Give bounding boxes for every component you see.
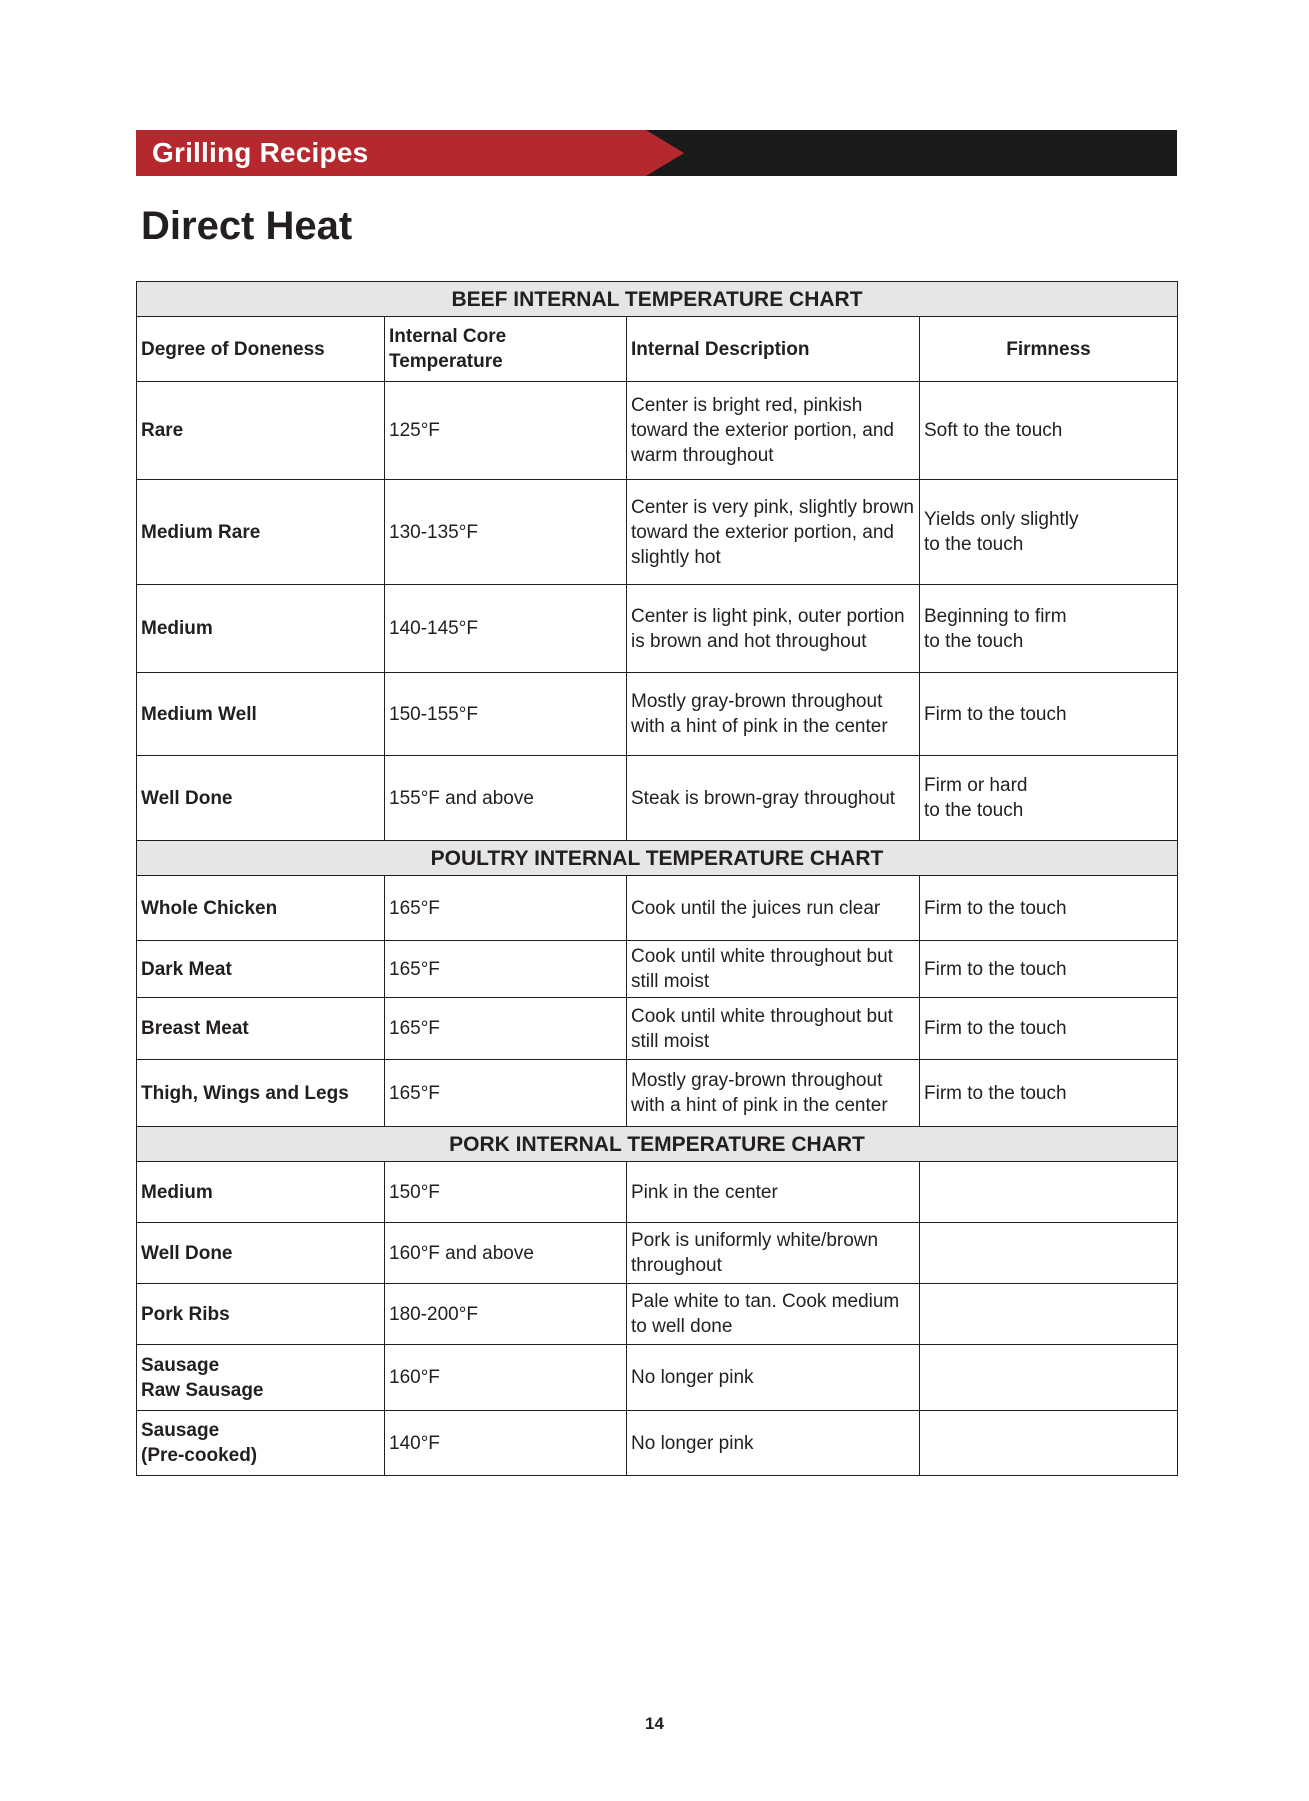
- temperature-cell: 140-145°F: [385, 585, 627, 673]
- table-row: [137, 480, 1178, 585]
- firmness-cell: Firm to the touch: [920, 941, 1178, 998]
- table-row: [137, 585, 1178, 673]
- banner-arrow-shape: [646, 130, 684, 176]
- doneness-cell: Medium Well: [137, 673, 385, 756]
- table-row: [137, 941, 1178, 998]
- description-cell: No longer pink: [627, 1411, 920, 1476]
- firmness-cell: [920, 1345, 1178, 1411]
- table-row: [137, 1284, 1178, 1345]
- description-cell: Pale white to tan. Cook medium to well done: [627, 1284, 920, 1345]
- doneness-cell: Medium: [137, 1162, 385, 1223]
- description-cell: Mostly gray-brown throughout with a hint of pink in the center: [627, 1060, 920, 1127]
- column-header-temperature: Internal Core Temperature: [385, 317, 627, 382]
- section-title-row: [137, 1127, 1178, 1162]
- temperature-table: [136, 281, 1178, 1476]
- firmness-cell: Firm to the touch: [920, 1060, 1178, 1127]
- description-cell: Cook until the juices run clear: [627, 876, 920, 941]
- column-header-row: [137, 317, 1178, 382]
- temperature-cell: 165°F: [385, 941, 627, 998]
- temperature-cell: 140°F: [385, 1411, 627, 1476]
- firmness-cell: Firm to the touch: [920, 876, 1178, 941]
- doneness-cell: Pork Ribs: [137, 1284, 385, 1345]
- temperature-cell: 155°F and above: [385, 756, 627, 841]
- temperature-cell: 130-135°F: [385, 480, 627, 585]
- section-banner: [136, 130, 1177, 176]
- firmness-cell: Beginning to firm to the touch: [920, 585, 1178, 673]
- temperature-cell: 165°F: [385, 876, 627, 941]
- column-header-description: Internal Description: [627, 317, 920, 382]
- banner-title: Grilling Recipes: [152, 137, 369, 168]
- temperature-cell: 150-155°F: [385, 673, 627, 756]
- table-row: [137, 998, 1178, 1060]
- firmness-cell: [920, 1162, 1178, 1223]
- firmness-cell: Firm to the touch: [920, 673, 1178, 756]
- doneness-cell: Breast Meat: [137, 998, 385, 1060]
- table-row: [137, 1223, 1178, 1284]
- temperature-cell: 160°F: [385, 1345, 627, 1411]
- firmness-cell: [920, 1284, 1178, 1345]
- description-cell: Mostly gray-brown throughout with a hint of pink in the center: [627, 673, 920, 756]
- section-title-row: [137, 841, 1178, 876]
- firmness-cell: [920, 1411, 1178, 1476]
- doneness-cell: Well Done: [137, 1223, 385, 1284]
- table-row: [137, 1060, 1178, 1127]
- column-header-firmness: Firmness: [920, 317, 1178, 382]
- temperature-cell: 150°F: [385, 1162, 627, 1223]
- table-row: [137, 1162, 1178, 1223]
- section-title: PORK INTERNAL TEMPERATURE CHART: [137, 1127, 1178, 1162]
- temperature-table-body: [137, 282, 1178, 1476]
- description-cell: Cook until white throughout but still moist: [627, 941, 920, 998]
- temperature-cell: 165°F: [385, 1060, 627, 1127]
- doneness-cell: Sausage (Pre-cooked): [137, 1411, 385, 1476]
- table-row: [137, 673, 1178, 756]
- temperature-cell: 180-200°F: [385, 1284, 627, 1345]
- column-header-doneness: Degree of Doneness: [137, 317, 385, 382]
- section-title-row: [137, 282, 1178, 317]
- firmness-cell: Soft to the touch: [920, 382, 1178, 480]
- doneness-cell: Medium Rare: [137, 480, 385, 585]
- description-cell: Center is light pink, outer portion is brown and hot throughout: [627, 585, 920, 673]
- temperature-cell: 160°F and above: [385, 1223, 627, 1284]
- temperature-cell: 165°F: [385, 998, 627, 1060]
- description-cell: Pork is uniformly white/brown throughout: [627, 1223, 920, 1284]
- firmness-cell: Yields only slightly to the touch: [920, 480, 1178, 585]
- firmness-cell: [920, 1223, 1178, 1284]
- description-cell: Steak is brown-gray throughout: [627, 756, 920, 841]
- table-row: [137, 756, 1178, 841]
- temperature-cell: 125°F: [385, 382, 627, 480]
- section-title: BEEF INTERNAL TEMPERATURE CHART: [137, 282, 1178, 317]
- doneness-cell: Dark Meat: [137, 941, 385, 998]
- table-row: [137, 1345, 1178, 1411]
- page-number: 14: [645, 1714, 664, 1733]
- doneness-cell: Well Done: [137, 756, 385, 841]
- table-row: [137, 876, 1178, 941]
- table-row: [137, 382, 1178, 480]
- doneness-cell: Thigh, Wings and Legs: [137, 1060, 385, 1127]
- table-row: [137, 1411, 1178, 1476]
- description-cell: No longer pink: [627, 1345, 920, 1411]
- description-cell: Cook until white throughout but still moist: [627, 998, 920, 1060]
- doneness-cell: Sausage Raw Sausage: [137, 1345, 385, 1411]
- description-cell: Center is bright red, pinkish toward the exterior portion, and warm throughout: [627, 382, 920, 480]
- doneness-cell: Whole Chicken: [137, 876, 385, 941]
- firmness-cell: Firm to the touch: [920, 998, 1178, 1060]
- doneness-cell: Rare: [137, 382, 385, 480]
- section-title: POULTRY INTERNAL TEMPERATURE CHART: [137, 841, 1178, 876]
- description-cell: Pink in the center: [627, 1162, 920, 1223]
- firmness-cell: Firm or hard to the touch: [920, 756, 1178, 841]
- description-cell: Center is very pink, slightly brown toward the exterior portion, and slightly hot: [627, 480, 920, 585]
- doneness-cell: Medium: [137, 585, 385, 673]
- page-title: Direct Heat: [141, 204, 353, 248]
